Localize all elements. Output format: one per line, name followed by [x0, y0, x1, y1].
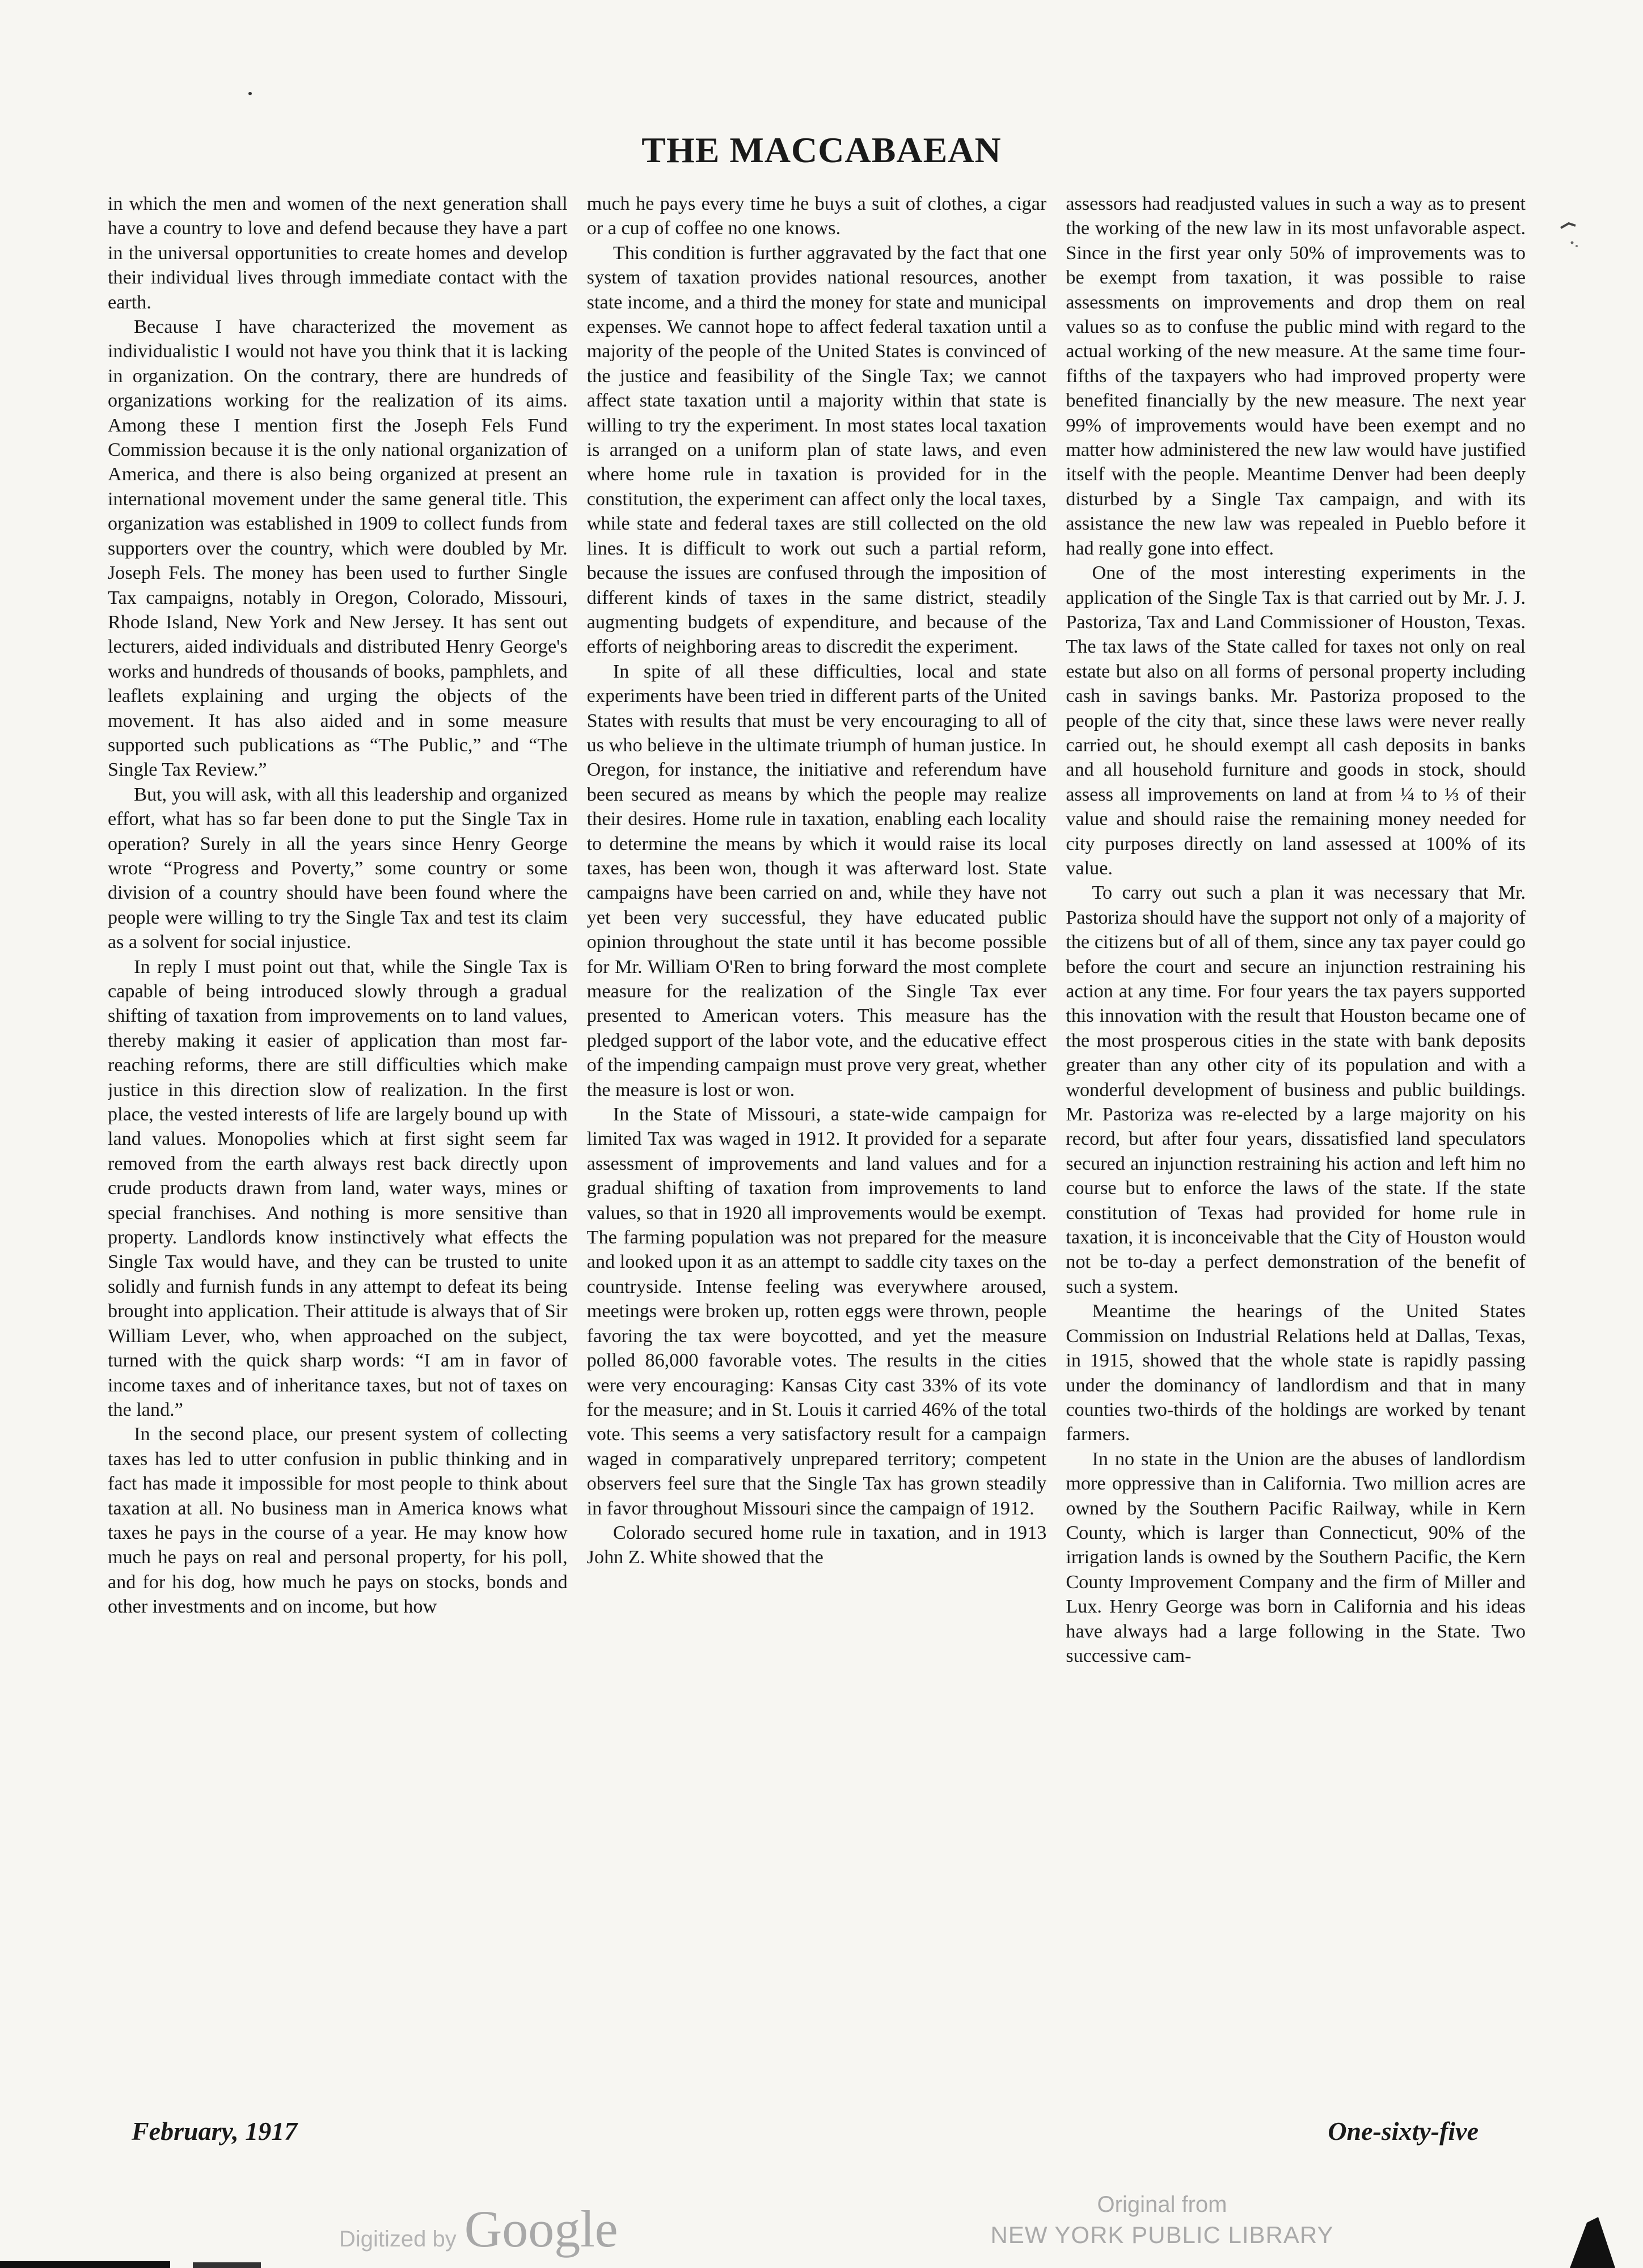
page-title: THE MACCABAEAN [641, 130, 1002, 170]
paragraph: But, you will ask, with all this leadership and organized effort, what has so far been done to put the Single Tax in operation? Surely in all the years since Henry George wrote “Progress and Poverty,” some country or some division of a country should have been found where the people were willing to try the Single Tax and test its claim as a solvent for social injustice. [108, 784, 568, 953]
article-body [108, 192, 1526, 2102]
scan-speck-icon [247, 91, 253, 96]
column-3 [1066, 192, 1526, 2102]
paragraph: assessors had readjusted values in such a way as to present the working of the new law in its most unfavorable aspect. Since in the first year only 50% of improvements was to be exempt from taxation, it was possible to raise assessments on improvements and drop them on real values so as to confuse the public mind with regard to the actual working of the new measure. At the same time four-fifths of the taxpayers who had improved property were benefited financially by the new measure. The next year 99% of improvements would have been exempt and no matter how administered the new law would have justified itself with the people. Meantime Denver had been deeply disturbed by a Single Tax campaign, and with its assistance the new law was repealed in Pueblo before it had really gone into effect. [1066, 193, 1526, 559]
library-watermark [989, 2190, 1335, 2251]
paragraph: In spite of all these difficulties, local and state experiments have been tried in different parts of the United States with results that must be very encouraging to all of us who believe in the ultimate triumph of human justice. In Oregon, for instance, the initiative and referendum have been secured as means by which the people may realize their desires. Home rule in taxation, enabling each locality to determine the means by which it would raise its local taxes, has been won, though it was afterward lost. State campaigns have been carried on and, while they have not yet been very successful, they have educated public opinion throughout the state until it has become possible for Mr. William O'Ren to bring forward the most complete measure for the realization of the Single Tax ever presented to American voters. This measure has the pledged support of the labor vote, and the educative effect of the impending campaign must prove very great, whether the measure is lost or won. [586, 661, 1047, 1101]
paragraph: This condition is further aggravated by the fact that one system of taxation provides national resources, another state income, and a third the money for state and municipal expenses. We cannot hope to affect federal taxation until a majority of the people of the United States is convinced of the justice and feasibility of the Single Tax; we cannot affect state taxation until a majority within that state is willing to try the experiment. In most states local taxation is arranged on a uniform plan of state laws, and even where home rule in taxation is provided for in the constitution, the experiment can affect only the local taxes, while state and federal taxes are still collected on the old lines. It is difficult to work out such a partial reform, because the issues are confused through the imposition of different kinds of taxes in the same district, steadily augmenting budgets of expenditure, and because of the efforts of neighboring areas to discredit the experiment. [586, 242, 1047, 658]
paragraph: Meantime the hearings of the United States Commission on Industrial Relations held at Dallas, Texas, in 1915, showed that the whole state is rapidly passing under the dominancy of landlordism and that in many counties two-thirds of the holdings are worked by tenant farmers. [1066, 1301, 1526, 1445]
digitized-by-text: Digitized by [339, 2227, 457, 2252]
digitized-by-watermark [339, 2199, 618, 2259]
paragraph: In the State of Missouri, a state-wide campaign for limited Tax was waged in 1912. It provided for a separate assessment of improvements and land values and for a gradual shifting of taxation from improvements to land values, so that in 1920 all improvements would be exempt. The farming population was not prepared for the measure and looked upon it as an attempt to saddle city taxes on the countryside. Intense feeling was everywhere aroused, meetings were broken up, rotten eggs were thrown, people favoring the tax were boycotted, and yet the measure polled 86,000 favorable votes. The results in the cities were very encouraging: Kansas City cast 33% of its vote for the measure; and in St. Louis it carried 46% of the total vote. This seems a very satisfactory result for a campaign waged in comparatively unprepared territory; competent observers feel sure that the Single Tax has grown steadily in favor throughout Missouri since the campaign of 1912. [586, 1104, 1047, 1519]
google-logo: Google [464, 2200, 618, 2258]
paragraph: Because I have characterized the movement as individualistic I would not have you think that it is lacking in organization. On the contrary, there are hundreds of organizations working for the realization of its aims. Among these I mention first the Joseph Fels Fund Commission because it is the only national organization of America, and there is also being organized at present an international movement under the same general title. This organization was established in 1909 to collect funds from supporters over the country, which were doubled by Mr. Joseph Fels. The money has been used to further Single Tax campaigns, notably in Oregon, Colorado, Missouri, Rhode Island, New York and New Jersey. It has sent out lecturers, aided individuals and distributed Henry George's works and hundreds of thousands of books, pamphlets, and leaflets explaining and urging the objects of the movement. It has also aided and in some measure supported such publications as “The Public,” and “The Single Tax Review.” [108, 316, 568, 781]
paragraph: To carry out such a plan it was necessary that Mr. Pastoriza should have the support not only of a majority of the citizens but of all of them, since any tax payer could go before the court and secure an injunction restraining his action at any time. For four years the tax payers supported this innovation with the result that Houston became one of the most prosperous cities in the state with bank deposits greater than any other city of its population and with a wonderful development of business and public buildings. Mr. Pastoriza was re-elected by a large majority on his record, but after four years, dissatisfied land speculators secured an injunction restraining his action and left him no course but to enforce the laws of the state. If the state constitution of Texas had provided for home rule in taxation, it is inconceivable that the City of Houston would not be to-day a perfect demonstration of the benefit of such a system. [1066, 882, 1526, 1297]
library-name: NEW YORK PUBLIC LIBRARY [990, 2222, 1334, 2248]
scan-speck-icon [1558, 218, 1581, 252]
paragraph: In the second place, our present system of collecting taxes has led to utter confusion in public thinking and in fact has made it impossible for most people to think about taxation at all. No business man in America knows what taxes he pays in the course of a year. He may know how much he pays on real and personal property, for his poll, and for his dog, how much he pays on stocks, bonds and other investments and on income, but how [108, 1424, 568, 1618]
paragraph: In reply I must point out that, while the Single Tax is capable of being introduced slowly through a gradual shifting of taxation from improvements on to land values, thereby making it easier of application than most far-reaching reforms, there are still difficulties which make justice in this direction slow of realization. In the first place, the vested interests of life are largely bound up with land values. Monopolies which at first sight seem far removed from the earth always rest back directly upon crude products drawn from land, water ways, mines or special franchises. And nothing is more sensitive than property. Landlords know instinctively what effects the Single Tax would have, and they can be trusted to unite solidly and furnish funds in any attempt to defeat its being brought into application. Their attitude is always that of Sir William Lever, who, when approached on the subject, turned with the quick sharp words: “I am in favor of income taxes and of inheritance taxes, but not of taxes on the land.” [108, 956, 568, 1420]
page-number: One-sixty-five [1328, 2117, 1479, 2146]
original-from-text: Original from [1097, 2192, 1227, 2217]
scan-edge-mark-icon [0, 2256, 272, 2268]
issue-date: February, 1917 [132, 2117, 298, 2146]
scan-edge-mark-icon [1536, 2200, 1643, 2268]
paragraph: In no state in the Union are the abuses of landlordism more oppressive than in California. Two million acres are owned by the Southern Pacific Railway, while in Kern County, which is larger than Connecticut, 90% of the irrigation lands is owned by the Southern Pacific, the Kern County Improvement Company and the firm of Miller and Lux. Henry George was born in California and his ideas have always had a large following in the State. Two successive cam- [1066, 1448, 1526, 1666]
paragraph: in which the men and women of the next generation shall have a country to love and defend because they have a part in the universal opportunities to create homes and develop their individual lives through immediate contact with the earth. [108, 193, 568, 313]
column-2 [587, 192, 1047, 2102]
paragraph: Colorado secured home rule in taxation, and in 1913 John Z. White showed that the [586, 1522, 1047, 1568]
column-1 [108, 192, 568, 2102]
paragraph: much he pays every time he buys a suit of clothes, a cigar or a cup of coffee no one knows. [586, 193, 1047, 239]
paragraph: One of the most interesting experiments in the application of the Single Tax is that carried out by Mr. J. J. Pastoriza, Tax and Land Commissioner of Houston, Texas. The tax laws of the State called for taxes not only on real estate but also on all forms of personal property including cash in savings banks. Mr. Pastoriza proposed to the people of the city that, since these laws were never really carried out, he should exempt all cash deposits in banks and all household furniture and goods in stock, should assess all improvements on land at from ¼ to ⅓ of their value and should raise the remaining money needed for city purposes directly on land assessed at 100% of its value. [1066, 562, 1526, 879]
